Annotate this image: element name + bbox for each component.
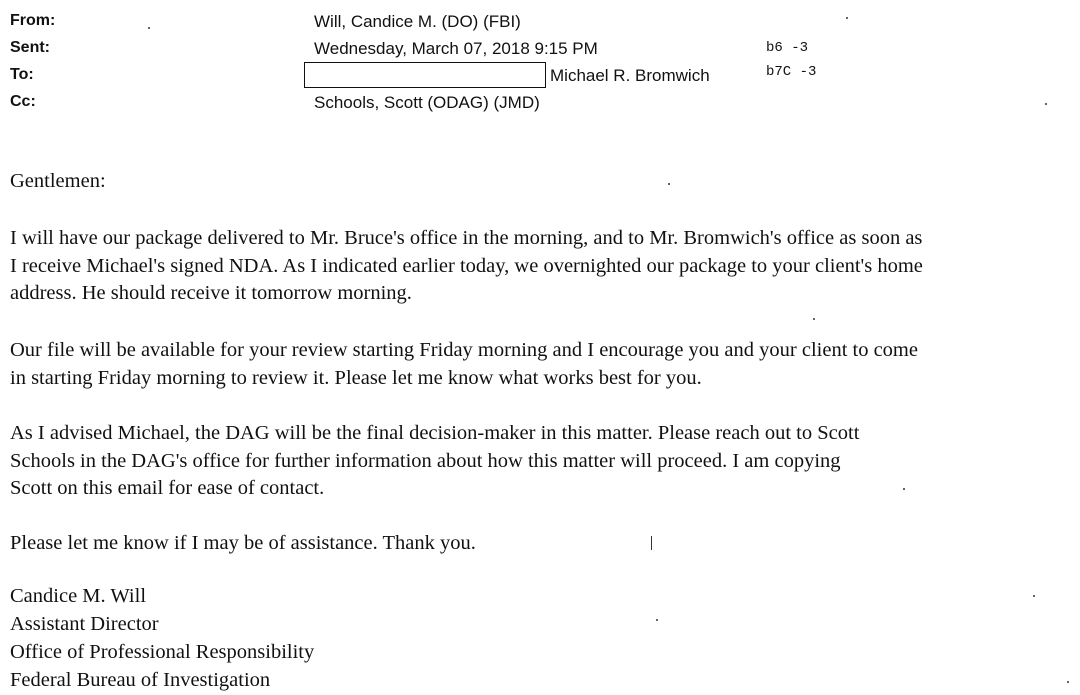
exemption-code-b7c: b7C -3	[766, 64, 817, 80]
signature-block	[10, 582, 314, 694]
paragraph-2-line-2: in starting Friday morning to review it. Please let me know what works best for you.	[10, 366, 702, 389]
signature-agency: Federal Bureau of Investigation	[10, 669, 271, 691]
paragraph-1-line-2: I receive Michael's signed NDA. As I indicated earlier today, we overnighted our package to your client's home	[10, 254, 923, 277]
paragraph-1-line-3: address. He should receive it tomorrow morning.	[10, 282, 412, 304]
signature-office: Office of Professional Responsibility	[10, 641, 315, 663]
paragraph-3-line-2: Schools in the DAG's office for further information about how this matter will proceed. I am copying	[10, 449, 841, 472]
paragraph-2-line-1: Our file will be available for your review starting Friday morning and I encourage you and your client to come	[10, 339, 918, 361]
scan-speck	[846, 17, 848, 19]
from-label: From:	[10, 12, 56, 29]
cc-label: Cc:	[10, 93, 36, 110]
paragraph-3-line-1: As I advised Michael, the DAG will be the final decision-maker in this matter. Please reach out to Scott	[10, 422, 860, 444]
signature-name: Candice M. Will	[10, 585, 147, 607]
redaction-box	[304, 62, 546, 88]
paragraph-3	[10, 420, 859, 503]
paragraph-4: Please let me know if I may be of assistance. Thank you.	[10, 532, 476, 554]
to-label: To:	[10, 66, 34, 83]
cc-value: Schools, Scott (ODAG) (JMD)	[314, 93, 540, 112]
scan-speck	[651, 536, 652, 550]
paragraph-2	[10, 337, 918, 392]
scan-speck	[1045, 103, 1047, 105]
sent-value: Wednesday, March 07, 2018 9:15 PM	[314, 39, 598, 58]
scan-speck	[1033, 595, 1035, 597]
paragraph-3-line-3: Scott on this email for ease of contact.	[10, 477, 325, 499]
scan-speck	[148, 27, 150, 29]
scan-speck	[1067, 681, 1069, 683]
scan-speck	[813, 318, 815, 320]
signature-title: Assistant Director	[10, 613, 159, 635]
paragraph-1-line-1: I will have our package delivered to Mr. Bruce's office in the morning, and to Mr. Bromwich's office as soon as	[10, 227, 923, 249]
scan-speck	[656, 619, 658, 621]
from-value: Will, Candice M. (DO) (FBI)	[314, 12, 521, 31]
exemption-code-b6: b6 -3	[766, 40, 809, 56]
greeting: Gentlemen:	[10, 170, 106, 192]
paragraph-1	[10, 225, 923, 308]
to-value: Michael R. Bromwich	[550, 66, 710, 85]
sent-label: Sent:	[10, 39, 50, 56]
scan-speck	[668, 183, 670, 185]
scan-speck	[903, 488, 905, 490]
